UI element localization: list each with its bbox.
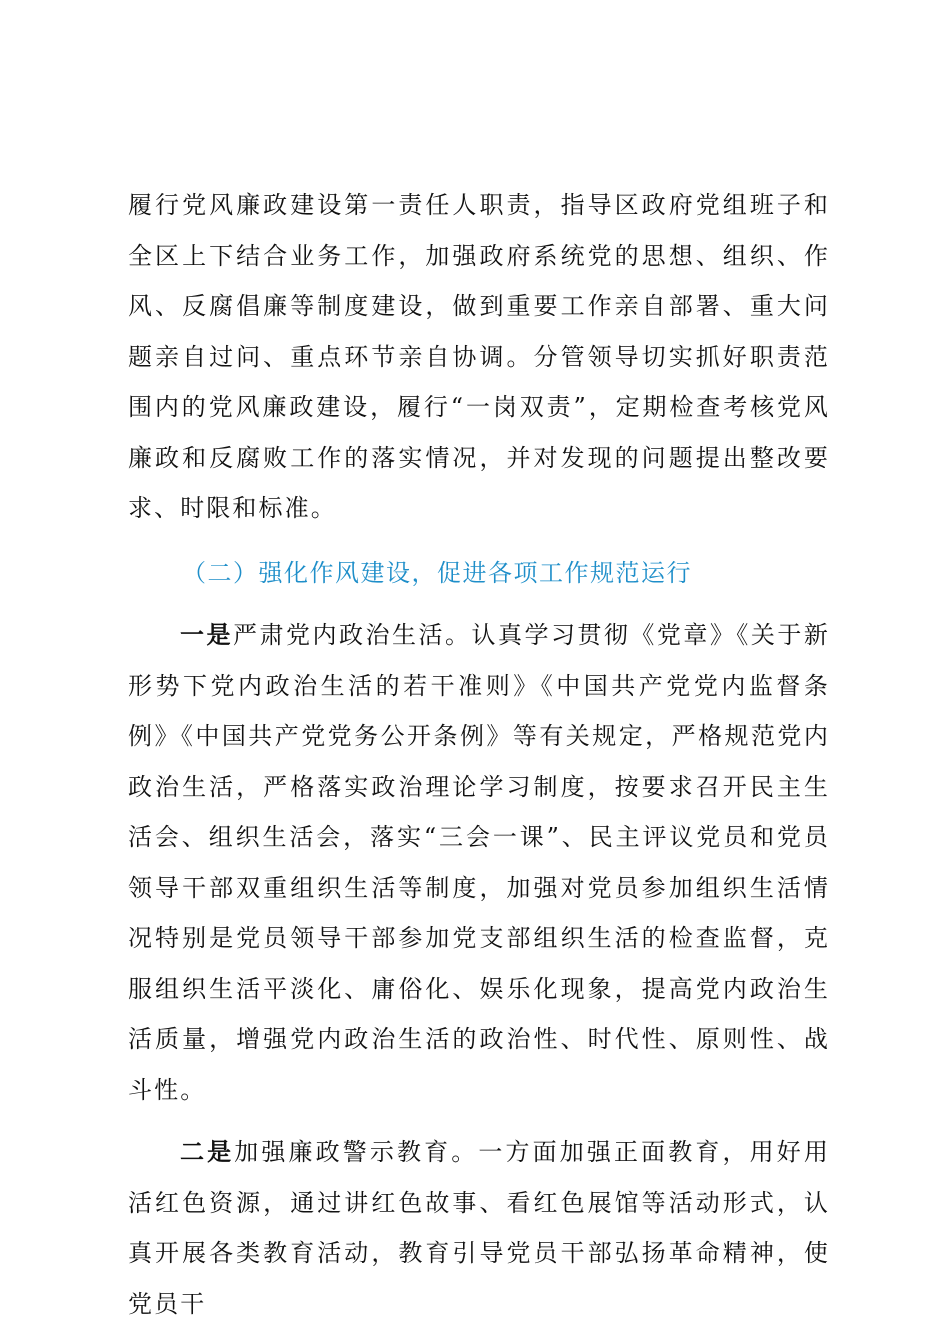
item-paragraph-1 xyxy=(128,610,830,1115)
body-paragraph: 履行党风廉政建设第一责任人职责，指导区政府党组班子和全区上下结合业务工作，加强政府系统党的思想、组织、作风、反腐倡廉等制度建设，做到重要工作亲自部署、重大问题亲自过问、重点环节亲自协调。分管领导切实抓好职责范围内的党风廉政建设，履行“一岗双责”，定期检查考核党风廉政和反腐败工作的落实情况，并对发现的问题提出整改要求、时限和标准。 xyxy=(128,191,830,522)
item-2-lead: 二是 xyxy=(180,1137,235,1166)
item-2-text: 加强廉政警示教育。一方面加强正面教育，用好用活红色资源，通过讲红色故事、看红色展馆等活动形式，认真开展各类教育活动，教育引导党员干部弘扬革命精神，使党员干 xyxy=(128,1138,831,1318)
item-1-text: 严肃党内政治生活。认真学习贯彻《党章》《关于新形势下党内政治生活的若干准则》《中国共产党党内监督条例》《中国共产党党务公开条例》等有关规定，严格规范党内政治生活，严格落实政治理论学习制度，按要求召开民主生活会、组织生活会，落实“三会一课”、民主评议党员和党员领导干部双重组织生活等制度，加强对党员参加组织生活情况特别是党员领导干部参加党支部组织生活的检查监督，克服组织生活平淡化、庸俗化、娱乐化现象，提高党内政治生活质量，增强党内政治生活的政治性、时代性、原则性、战斗性。 xyxy=(128,621,830,1104)
item-paragraph-2 xyxy=(128,1127,830,1329)
section-heading: （二）强化作风建设，促进各项工作规范运行 xyxy=(182,558,692,587)
item-1-lead: 一是 xyxy=(180,620,233,649)
